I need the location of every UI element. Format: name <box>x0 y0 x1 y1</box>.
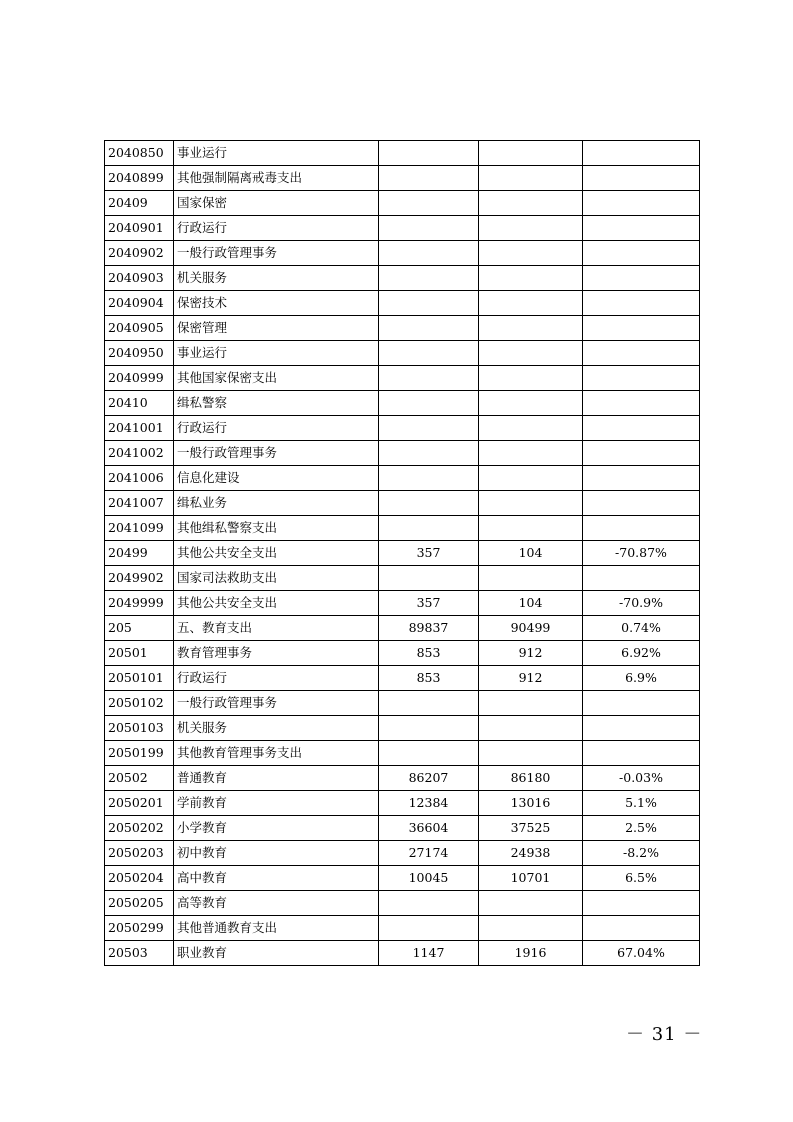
table-row <box>105 416 700 441</box>
subject-name-cell: 缉私警察 <box>174 391 379 416</box>
subject-code-cell: 2050101 <box>105 666 174 691</box>
change-percent-cell: 6.5% <box>583 866 700 891</box>
subject-code-cell: 2050205 <box>105 891 174 916</box>
subject-code-cell: 2050103 <box>105 716 174 741</box>
subject-code-cell: 20410 <box>105 391 174 416</box>
subject-code-cell: 2040850 <box>105 141 174 166</box>
subject-name-cell: 行政运行 <box>174 216 379 241</box>
table-row <box>105 591 700 616</box>
table-row <box>105 766 700 791</box>
value-col-2-cell <box>479 241 583 266</box>
subject-code-cell: 2040903 <box>105 266 174 291</box>
change-percent-cell: -70.9% <box>583 591 700 616</box>
change-percent-cell <box>583 291 700 316</box>
table-row <box>105 441 700 466</box>
table-row <box>105 816 700 841</box>
value-col-2-cell <box>479 441 583 466</box>
change-percent-cell <box>583 391 700 416</box>
subject-name-cell: 其他缉私警察支出 <box>174 516 379 541</box>
value-col-2-cell <box>479 341 583 366</box>
value-col-1-cell <box>379 216 479 241</box>
value-col-2-cell <box>479 266 583 291</box>
subject-code-cell: 2041006 <box>105 466 174 491</box>
value-col-1-cell: 357 <box>379 541 479 566</box>
table-row <box>105 341 700 366</box>
change-percent-cell: 0.74% <box>583 616 700 641</box>
change-percent-cell <box>583 316 700 341</box>
subject-code-cell: 20502 <box>105 766 174 791</box>
value-col-2-cell <box>479 466 583 491</box>
value-col-1-cell: 853 <box>379 641 479 666</box>
table-row <box>105 641 700 666</box>
table-row <box>105 791 700 816</box>
value-col-2-cell: 912 <box>479 641 583 666</box>
subject-code-cell: 2040905 <box>105 316 174 341</box>
value-col-2-cell <box>479 291 583 316</box>
subject-name-cell: 高中教育 <box>174 866 379 891</box>
value-col-2-cell <box>479 141 583 166</box>
value-col-1-cell: 36604 <box>379 816 479 841</box>
table-row <box>105 691 700 716</box>
table-row <box>105 866 700 891</box>
value-col-1-cell <box>379 416 479 441</box>
subject-name-cell: 五、教育支出 <box>174 616 379 641</box>
subject-code-cell: 2049999 <box>105 591 174 616</box>
table-row <box>105 666 700 691</box>
table-row <box>105 391 700 416</box>
change-percent-cell <box>583 466 700 491</box>
subject-code-cell: 2040901 <box>105 216 174 241</box>
change-percent-cell <box>583 241 700 266</box>
table-row <box>105 241 700 266</box>
subject-code-cell: 2050201 <box>105 791 174 816</box>
subject-name-cell: 高等教育 <box>174 891 379 916</box>
subject-name-cell: 一般行政管理事务 <box>174 441 379 466</box>
value-col-1-cell: 357 <box>379 591 479 616</box>
value-col-1-cell <box>379 266 479 291</box>
subject-name-cell: 行政运行 <box>174 416 379 441</box>
subject-code-cell: 2041007 <box>105 491 174 516</box>
table-row <box>105 266 700 291</box>
value-col-2-cell: 24938 <box>479 841 583 866</box>
table-row <box>105 741 700 766</box>
subject-name-cell: 信息化建设 <box>174 466 379 491</box>
subject-code-cell: 205 <box>105 616 174 641</box>
change-percent-cell <box>583 441 700 466</box>
value-col-1-cell <box>379 516 479 541</box>
subject-name-cell: 小学教育 <box>174 816 379 841</box>
subject-code-cell: 20499 <box>105 541 174 566</box>
value-col-2-cell: 1916 <box>479 941 583 966</box>
value-col-2-cell: 86180 <box>479 766 583 791</box>
subject-code-cell: 2040904 <box>105 291 174 316</box>
table-row <box>105 516 700 541</box>
change-percent-cell <box>583 216 700 241</box>
table-row <box>105 716 700 741</box>
value-col-1-cell <box>379 441 479 466</box>
subject-name-cell: 初中教育 <box>174 841 379 866</box>
value-col-1-cell <box>379 741 479 766</box>
subject-name-cell: 保密管理 <box>174 316 379 341</box>
change-percent-cell <box>583 191 700 216</box>
table-row <box>105 491 700 516</box>
subject-name-cell: 其他公共安全支出 <box>174 591 379 616</box>
table-row <box>105 466 700 491</box>
change-percent-cell: 2.5% <box>583 816 700 841</box>
value-col-1-cell: 853 <box>379 666 479 691</box>
value-col-1-cell <box>379 316 479 341</box>
table-row <box>105 291 700 316</box>
subject-name-cell: 事业运行 <box>174 341 379 366</box>
change-percent-cell: 6.9% <box>583 666 700 691</box>
change-percent-cell <box>583 166 700 191</box>
table-row <box>105 366 700 391</box>
table-row <box>105 191 700 216</box>
change-percent-cell: -8.2% <box>583 841 700 866</box>
value-col-2-cell <box>479 491 583 516</box>
subject-code-cell: 20501 <box>105 641 174 666</box>
subject-code-cell: 20503 <box>105 941 174 966</box>
value-col-2-cell <box>479 566 583 591</box>
value-col-2-cell: 104 <box>479 591 583 616</box>
subject-name-cell: 机关服务 <box>174 266 379 291</box>
value-col-1-cell: 12384 <box>379 791 479 816</box>
table-row <box>105 616 700 641</box>
subject-name-cell: 普通教育 <box>174 766 379 791</box>
table-row <box>105 916 700 941</box>
subject-code-cell: 2050202 <box>105 816 174 841</box>
change-percent-cell <box>583 566 700 591</box>
subject-name-cell: 其他普通教育支出 <box>174 916 379 941</box>
table-row <box>105 891 700 916</box>
subject-code-cell: 2041099 <box>105 516 174 541</box>
change-percent-cell <box>583 891 700 916</box>
table-row <box>105 941 700 966</box>
value-col-1-cell <box>379 341 479 366</box>
value-col-2-cell <box>479 741 583 766</box>
subject-name-cell: 职业教育 <box>174 941 379 966</box>
subject-name-cell: 其他公共安全支出 <box>174 541 379 566</box>
value-col-2-cell: 90499 <box>479 616 583 641</box>
subject-name-cell: 其他国家保密支出 <box>174 366 379 391</box>
value-col-2-cell <box>479 366 583 391</box>
value-col-2-cell <box>479 891 583 916</box>
change-percent-cell <box>583 691 700 716</box>
change-percent-cell <box>583 491 700 516</box>
change-percent-cell <box>583 516 700 541</box>
subject-name-cell: 保密技术 <box>174 291 379 316</box>
change-percent-cell: 6.92% <box>583 641 700 666</box>
value-col-2-cell <box>479 916 583 941</box>
subject-code-cell: 2050204 <box>105 866 174 891</box>
change-percent-cell <box>583 266 700 291</box>
budget-table <box>104 140 700 966</box>
budget-table-body <box>105 141 700 966</box>
subject-code-cell: 2050102 <box>105 691 174 716</box>
page-number: － 31 － <box>626 1024 703 1045</box>
table-row <box>105 566 700 591</box>
subject-code-cell: 2050199 <box>105 741 174 766</box>
subject-name-cell: 教育管理事务 <box>174 641 379 666</box>
subject-code-cell: 2050299 <box>105 916 174 941</box>
table-row <box>105 166 700 191</box>
subject-code-cell: 2049902 <box>105 566 174 591</box>
value-col-1-cell <box>379 916 479 941</box>
subject-code-cell: 2050203 <box>105 841 174 866</box>
value-col-1-cell <box>379 566 479 591</box>
change-percent-cell <box>583 716 700 741</box>
value-col-1-cell <box>379 491 479 516</box>
change-percent-cell <box>583 141 700 166</box>
subject-name-cell: 国家保密 <box>174 191 379 216</box>
change-percent-cell <box>583 416 700 441</box>
change-percent-cell: -70.87% <box>583 541 700 566</box>
subject-name-cell: 其他教育管理事务支出 <box>174 741 379 766</box>
subject-name-cell: 国家司法救助支出 <box>174 566 379 591</box>
subject-name-cell: 行政运行 <box>174 666 379 691</box>
table-row <box>105 841 700 866</box>
value-col-1-cell <box>379 466 479 491</box>
value-col-1-cell: 10045 <box>379 866 479 891</box>
value-col-1-cell: 89837 <box>379 616 479 641</box>
value-col-1-cell: 27174 <box>379 841 479 866</box>
value-col-2-cell <box>479 416 583 441</box>
change-percent-cell <box>583 741 700 766</box>
change-percent-cell <box>583 916 700 941</box>
value-col-2-cell <box>479 391 583 416</box>
table-row <box>105 216 700 241</box>
subject-name-cell: 其他强制隔离戒毒支出 <box>174 166 379 191</box>
subject-name-cell: 一般行政管理事务 <box>174 691 379 716</box>
value-col-1-cell: 86207 <box>379 766 479 791</box>
subject-code-cell: 20409 <box>105 191 174 216</box>
value-col-2-cell: 37525 <box>479 816 583 841</box>
table-row <box>105 316 700 341</box>
value-col-2-cell <box>479 316 583 341</box>
value-col-1-cell <box>379 291 479 316</box>
value-col-2-cell <box>479 216 583 241</box>
subject-name-cell: 事业运行 <box>174 141 379 166</box>
subject-code-cell: 2041002 <box>105 441 174 466</box>
value-col-2-cell <box>479 716 583 741</box>
change-percent-cell <box>583 341 700 366</box>
value-col-2-cell: 10701 <box>479 866 583 891</box>
value-col-1-cell <box>379 716 479 741</box>
subject-name-cell: 一般行政管理事务 <box>174 241 379 266</box>
value-col-2-cell <box>479 516 583 541</box>
value-col-1-cell <box>379 241 479 266</box>
subject-code-cell: 2041001 <box>105 416 174 441</box>
value-col-2-cell <box>479 191 583 216</box>
change-percent-cell: 67.04% <box>583 941 700 966</box>
change-percent-cell <box>583 366 700 391</box>
value-col-1-cell <box>379 891 479 916</box>
value-col-1-cell <box>379 691 479 716</box>
subject-code-cell: 2040999 <box>105 366 174 391</box>
value-col-2-cell: 912 <box>479 666 583 691</box>
value-col-1-cell <box>379 366 479 391</box>
value-col-2-cell <box>479 691 583 716</box>
change-percent-cell: 5.1% <box>583 791 700 816</box>
change-percent-cell: -0.03% <box>583 766 700 791</box>
table-row <box>105 141 700 166</box>
value-col-1-cell <box>379 191 479 216</box>
value-col-2-cell <box>479 166 583 191</box>
subject-name-cell: 学前教育 <box>174 791 379 816</box>
value-col-1-cell <box>379 166 479 191</box>
value-col-2-cell: 104 <box>479 541 583 566</box>
subject-name-cell: 缉私业务 <box>174 491 379 516</box>
value-col-2-cell: 13016 <box>479 791 583 816</box>
table-row <box>105 541 700 566</box>
value-col-1-cell: 1147 <box>379 941 479 966</box>
value-col-1-cell <box>379 141 479 166</box>
value-col-1-cell <box>379 391 479 416</box>
subject-name-cell: 机关服务 <box>174 716 379 741</box>
subject-code-cell: 2040902 <box>105 241 174 266</box>
subject-code-cell: 2040950 <box>105 341 174 366</box>
subject-code-cell: 2040899 <box>105 166 174 191</box>
